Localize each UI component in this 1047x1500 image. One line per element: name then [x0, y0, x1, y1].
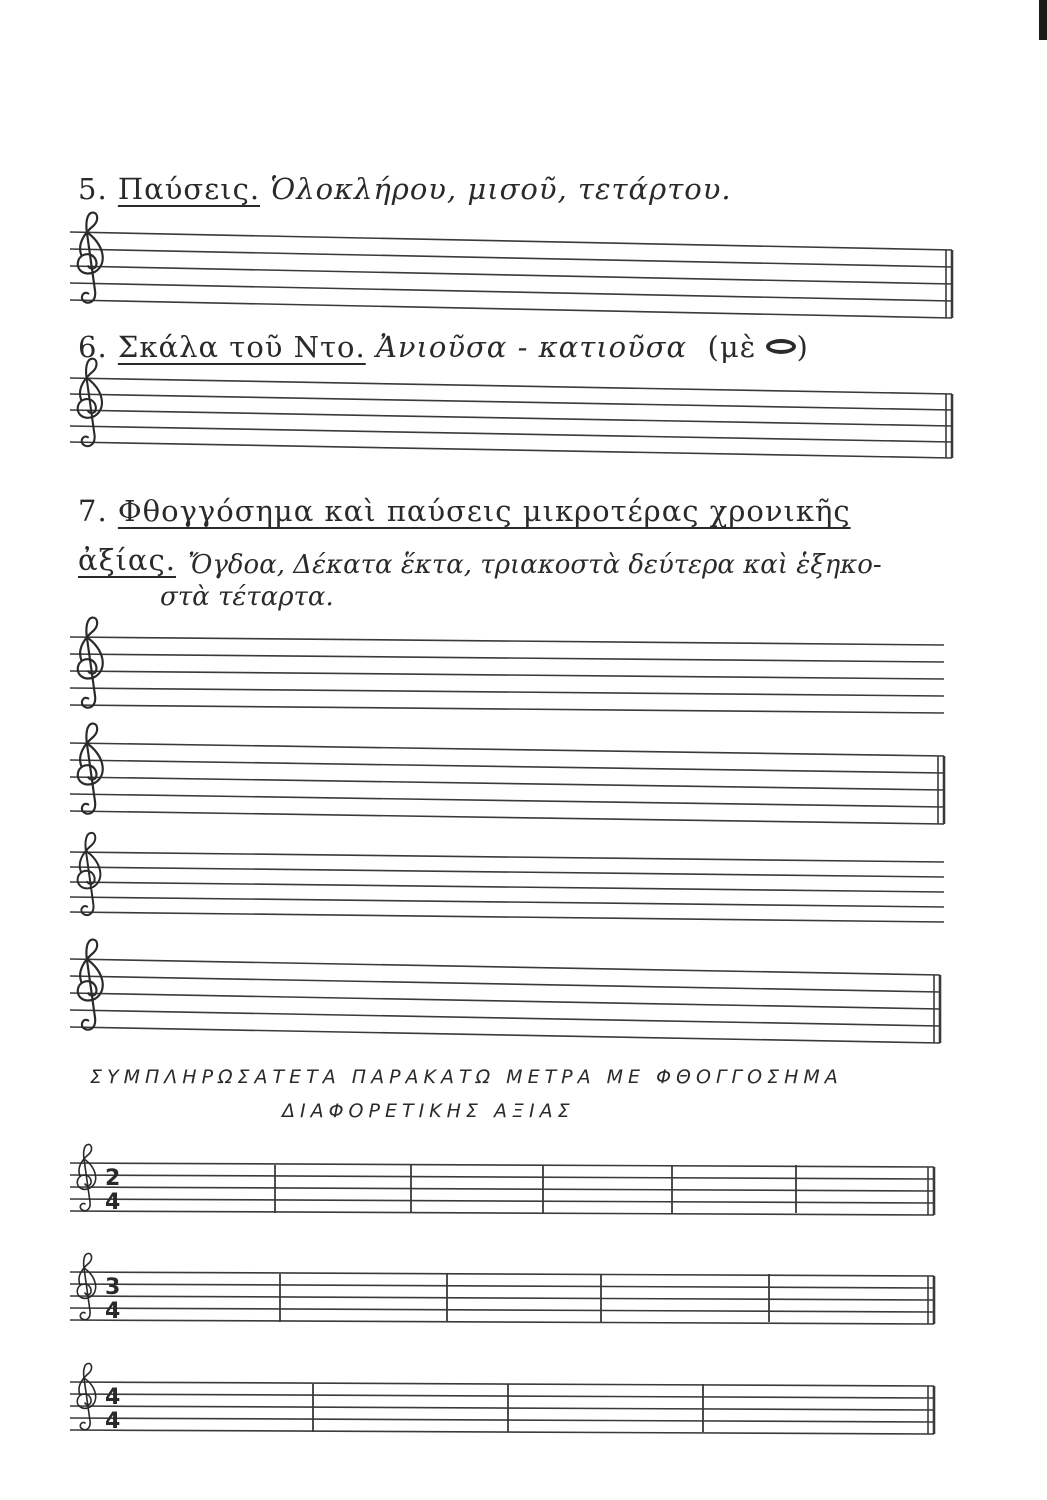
staff-line	[70, 1284, 934, 1288]
treble-clef-icon	[78, 618, 103, 708]
staff-line	[70, 1272, 934, 1276]
staff-line	[70, 1418, 934, 1422]
exercise-number: 5.	[78, 172, 108, 206]
exercise-description: Ὁλοκλήρου, μισοῦ, τετάρτου.	[270, 172, 732, 206]
exercise-title: Παύσεις.	[117, 172, 261, 206]
staff-line	[70, 993, 940, 1009]
staff-line	[70, 249, 952, 267]
time-signature-bottom: 4	[105, 1299, 121, 1324]
staff-line	[70, 283, 952, 301]
treble-clef-icon	[78, 833, 101, 915]
exercise-title-cont: ἀξίας.	[78, 543, 176, 577]
exercise-7-description-2: στὰ τέταρτα.	[160, 582, 334, 612]
time-signature-top: 3	[105, 1275, 121, 1300]
staff-line	[70, 1199, 934, 1203]
staff-line	[70, 867, 944, 877]
staff-line	[70, 959, 940, 975]
staff-line	[70, 1394, 934, 1398]
staff-line	[70, 410, 952, 426]
exercise-7-description-1: Ὄγδοα, Δέκατα ἕκτα, τριακοστὰ δεύτερα καὶ ἑξηκο-	[188, 550, 882, 580]
instruction-line-2: ΔΙΑΦΟΡΕΤΙΚΗΣ ΑΞΙΑΣ	[282, 1100, 575, 1122]
staff-line	[70, 1027, 940, 1043]
staff-line	[70, 654, 944, 662]
staff-line	[70, 1187, 934, 1191]
instruction-line-1: ΣΥΜΠΛΗΡΩΣΑΤΕΤΑ ΠΑΡΑΚΑΤΩ ΜΕΤΡΑ ΜΕ ΦΘΟΓΓΟΣΗΜΑ	[90, 1066, 843, 1088]
time-signature-bottom: 4	[105, 1409, 121, 1434]
staff-line	[70, 1175, 934, 1179]
treble-clef-icon	[78, 213, 103, 303]
staff-line	[70, 976, 940, 992]
exercise-number: 7.	[78, 494, 108, 528]
note-suffix: )	[796, 330, 809, 364]
staff-line	[70, 705, 944, 713]
staff-line	[70, 743, 944, 756]
staff-line	[70, 637, 944, 645]
staff-line	[70, 426, 952, 442]
staff-line	[70, 266, 952, 284]
exercise-title: Φθογγόσημα καὶ παύσεις μικροτέρας χρονικῆς	[117, 494, 851, 528]
staff-line	[70, 1296, 934, 1300]
staff-line	[70, 882, 944, 892]
staff-line	[70, 1406, 934, 1410]
staff-line	[70, 794, 944, 807]
time-signature-top: 4	[105, 1385, 121, 1410]
treble-clef-icon	[78, 724, 103, 814]
staff-line	[70, 912, 944, 922]
exercise-description: Ἀνιοῦσα - κατιοῦσα	[375, 330, 688, 364]
staff-line	[70, 1308, 934, 1312]
staff-line	[70, 1163, 934, 1167]
time-signature-bottom: 4	[105, 1190, 121, 1215]
treble-clef-icon	[78, 359, 102, 447]
staff-line	[70, 1010, 940, 1026]
exercise-number: 6.	[78, 330, 108, 364]
staff-line	[70, 1320, 934, 1324]
staff-line	[70, 777, 944, 790]
staff-line	[70, 1430, 934, 1434]
staff-line	[70, 897, 944, 907]
exercise-title: Σκάλα τοῦ Ντο.	[117, 330, 366, 364]
staff-line	[70, 671, 944, 679]
treble-clef-icon	[77, 1144, 95, 1210]
staff-line	[70, 852, 944, 862]
staff-line	[70, 394, 952, 410]
treble-clef-icon	[77, 1253, 95, 1319]
staff-line	[70, 688, 944, 696]
treble-clef-icon	[78, 940, 103, 1030]
staff-line	[70, 442, 952, 458]
staff-line	[70, 760, 944, 773]
note-prefix: (μὲ	[707, 330, 757, 364]
time-signature-top: 2	[105, 1166, 121, 1191]
staff-line	[70, 1211, 934, 1215]
staff-line	[70, 1382, 934, 1386]
staff-line	[70, 232, 952, 250]
staff-line	[70, 300, 952, 318]
treble-clef-icon	[77, 1363, 95, 1429]
staff-line	[70, 378, 952, 394]
staff-line	[70, 811, 944, 824]
